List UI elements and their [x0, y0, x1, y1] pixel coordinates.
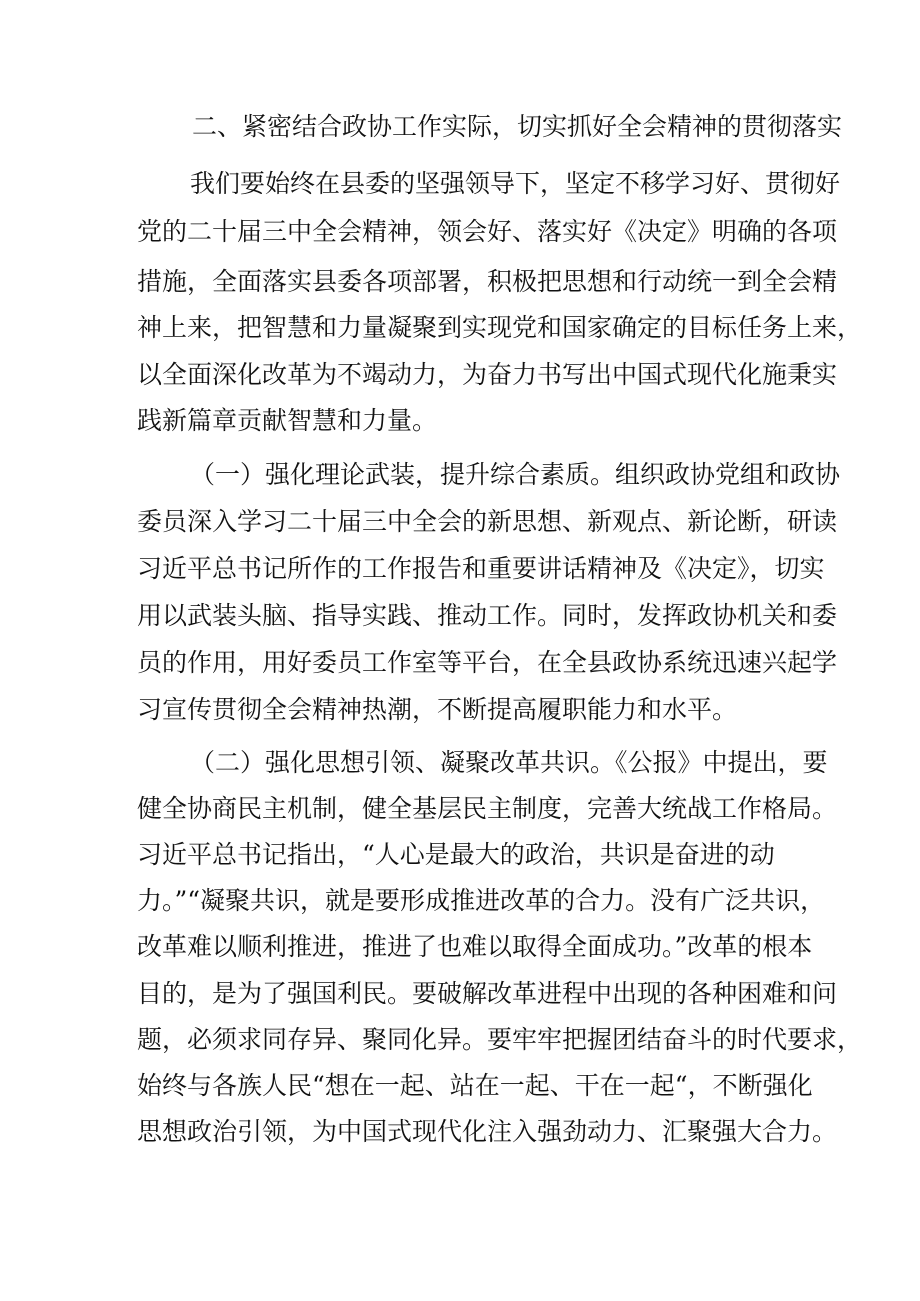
paragraph-line-text: 员的作用，用好委员工作室等平台，在全县政协系统迅速兴起学 — [137, 648, 838, 677]
paragraph-line — [0, 210, 920, 254]
paragraph-line-text: 目的，是为了强国利民。要破解改革进程中出现的各种困难和问 — [137, 979, 838, 1008]
paragraph-line — [0, 547, 920, 591]
paragraph-line-text: 力。”“凝聚共识，就是要形成推进改革的合力。没有广泛共识， — [137, 886, 826, 915]
paragraph-line — [0, 162, 920, 206]
paragraph-line — [0, 353, 920, 397]
paragraph-line — [0, 925, 920, 969]
section-heading-text: 二、紧密结合政协工作实际，切实抓好全会精神的贯彻落实 — [192, 112, 843, 141]
section-heading — [0, 105, 920, 149]
paragraph-line — [0, 1064, 920, 1108]
paragraph-line-text: （一）强化理论武装，提升综合素质。组织政协党组和政协 — [190, 460, 841, 489]
paragraph-line-text: 习近平总书记所作的工作报告和重要讲话精神及《决定》，切实 — [137, 554, 825, 583]
paragraph-line-text: 始终与各族人民“想在一起、站在一起、干在一起“，不断强化 — [137, 1071, 813, 1100]
paragraph-line — [0, 399, 920, 443]
paragraph-line — [0, 688, 920, 732]
paragraph-line-text: 我们要始终在县委的坚强领导下，坚定不移学习好、贯彻好 — [190, 169, 841, 198]
paragraph-line — [0, 500, 920, 544]
paragraph-line-text: 思想政治引领，为中国式现代化注入强劲动力、汇聚强大合力。 — [137, 1117, 838, 1146]
paragraph-line — [0, 787, 920, 831]
paragraph-line-text: 健全协商民主机制，健全基层民主制度，完善大统战工作格局。 — [137, 794, 838, 823]
paragraph-line-text: 神上来，把智慧和力量凝聚到实现党和国家确定的目标任务上来， — [137, 313, 863, 342]
paragraph-line-text: 践新篇章贡献智慧和力量。 — [137, 406, 438, 435]
paragraph-line-text: （二）强化思想引领、凝聚改革共识。《公报》中提出，要 — [190, 748, 828, 777]
paragraph-line — [0, 879, 920, 923]
paragraph-line — [0, 741, 920, 785]
paragraph-line — [0, 972, 920, 1016]
paragraph-line-text: 以全面深化改革为不竭动力，为奋力书写出中国式现代化施秉实 — [137, 360, 838, 389]
paragraph-line-text: 用以武装头脑、指导实践、推动工作。同时，发挥政协机关和委 — [137, 601, 838, 630]
paragraph-line — [0, 594, 920, 638]
paragraph-line — [0, 1018, 920, 1062]
paragraph-line-text: 委员深入学习二十届三中全会的新思想、新观点、新论断，研读 — [137, 507, 838, 536]
paragraph-line-text: 习宣传贯彻全会精神热潮，不断提高履职能力和水平。 — [137, 695, 738, 724]
paragraph-line-text: 措施，全面落实县委各项部署，积极把思想和行动统一到全会精 — [137, 267, 838, 296]
paragraph-line-text: 改革难以顺利推进，推进了也难以取得全面成功。”改革的根本 — [137, 932, 813, 961]
paragraph-line — [0, 453, 920, 497]
paragraph-line — [0, 1110, 920, 1154]
paragraph-line-text: 题，必须求同存异、聚同化异。要牢牢把握团结奋斗的时代要求， — [137, 1025, 863, 1054]
paragraph-line — [0, 306, 920, 350]
paragraph-line-text: 习近平总书记指出，“人心是最大的政治，共识是奋进的动 — [137, 840, 775, 869]
paragraph-line — [0, 833, 920, 877]
paragraph-line — [0, 641, 920, 685]
paragraph-line-text: 党的二十届三中全会精神，领会好、落实好《决定》明确的各项 — [137, 217, 838, 246]
paragraph-line — [0, 260, 920, 304]
